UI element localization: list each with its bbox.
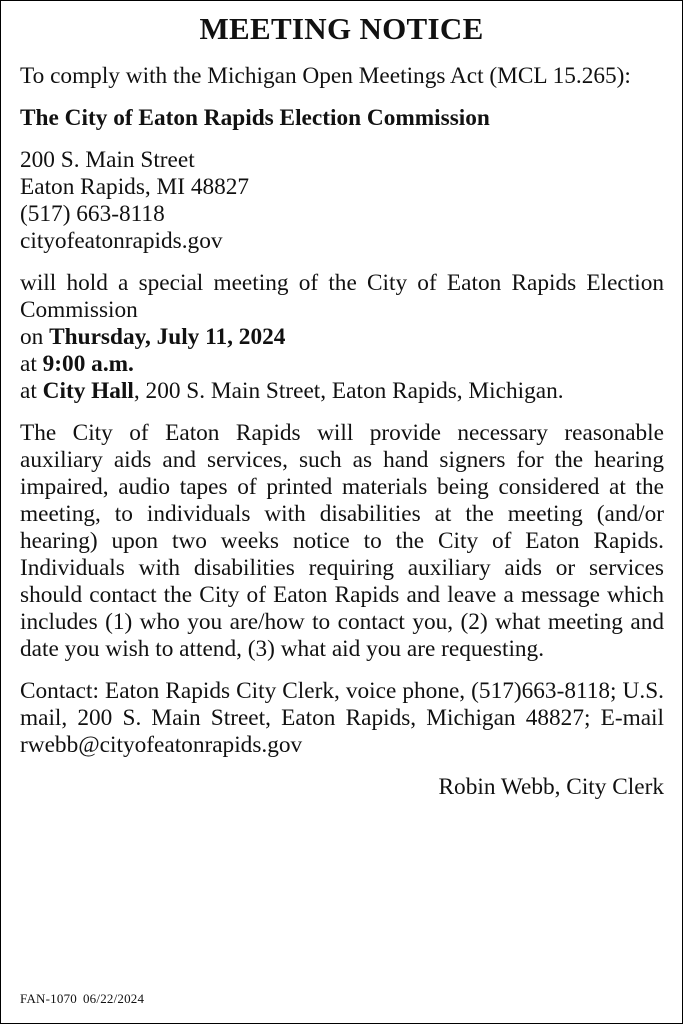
signature: Robin Webb, City Clerk — [438, 774, 664, 800]
intro-text: To comply with the Michigan Open Meetings Act (MCL 15.265): — [20, 63, 631, 89]
time-prefix: at — [20, 351, 43, 377]
notice-title: MEETING NOTICE — [199, 11, 484, 46]
meeting-location-name: City Hall — [42, 378, 134, 404]
organization-name: The City of Eaton Rapids Election Commission — [20, 105, 490, 131]
address-city: Eaton Rapids, MI 48827 — [20, 174, 250, 200]
meeting-statement: will hold a special meeting of the City of Eaton Rapids Election Commission — [20, 270, 664, 323]
address-phone: (517) 663-8118 — [20, 201, 165, 227]
contact-paragraph: Contact: Eaton Rapids City Clerk, voice phone, (517)663-8118; U.S. mail, 200 S. Main Street, Eaton Rapids, Michigan 48827; E-mail rwebb@cityofeatonrapids.gov — [20, 678, 664, 758]
meeting-date: Thursday, July 11, 2024 — [49, 324, 286, 350]
notice-body — [20, 63, 664, 801]
accessibility-paragraph: The City of Eaton Rapids will provide necessary reasonable auxiliary aids and services, such as hand signers for the hearing impaired, audio tapes of printed materials being considered at the meeting, to individuals with disabilities at the meeting (and/or hearing) upon two weeks notice to the City of Eaton Rapids. Individuals with disabilities requiring auxiliary aids or services should contact the City of Eaton Rapids and leave a message which includes (1) who you are/how to contact you, (2) what meeting and date you wish to attend, (3) what aid you are requesting. — [20, 420, 664, 662]
address-block — [20, 147, 664, 255]
date-prefix: on — [20, 324, 50, 350]
meeting-time: 9:00 a.m. — [42, 351, 134, 377]
footer — [20, 991, 144, 1007]
meeting-location-line — [20, 378, 664, 405]
meeting-date-line — [20, 324, 664, 351]
meeting-time-line — [20, 351, 664, 378]
address-street: 200 S. Main Street — [20, 147, 195, 173]
footer-date: 06/22/2024 — [82, 991, 145, 1006]
meeting-details — [20, 270, 664, 405]
meeting-location-address: , 200 S. Main Street, Eaton Rapids, Michigan. — [133, 378, 564, 404]
location-prefix: at — [20, 378, 43, 404]
footer-code: FAN-1070 — [20, 991, 77, 1006]
address-website: cityofeatonrapids.gov — [20, 228, 223, 254]
